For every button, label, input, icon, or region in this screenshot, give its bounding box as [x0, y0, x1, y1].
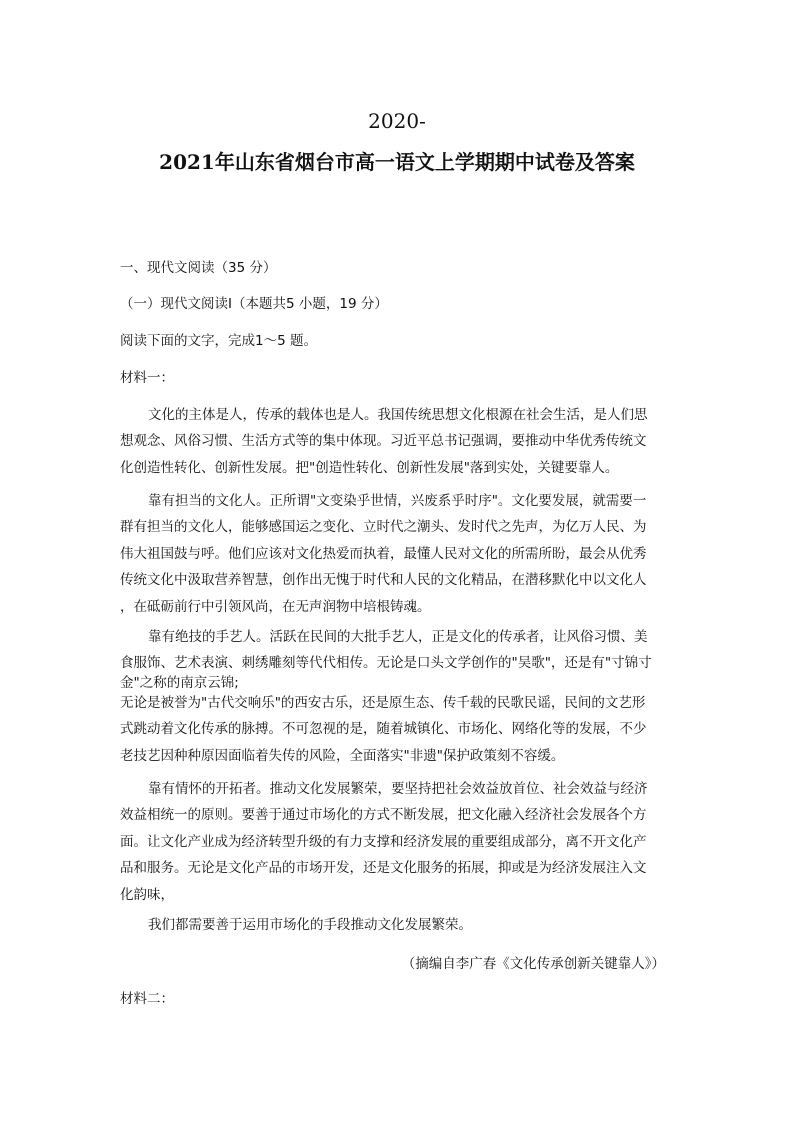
paragraph-line: 我们都需要善于运用市场化的手段推动文化发展繁荣。 [148, 917, 472, 933]
paragraph-line: 化创造性转化、创新性发展。把"创造性转化、创新性发展"落到实处，关键要靠人。 [120, 459, 619, 476]
paragraph-line: 效益相统一的原则。要善于通过市场化的方式不断发展，把文化融入经济社会发展各个方 [120, 807, 647, 824]
paragraph-3a [120, 624, 680, 677]
subsection-heading: （一）现代文阅读Ⅰ（本题共5 小题，19 分） [120, 296, 388, 312]
paragraph-line: 老技艺因种种原因面临着失传的风险，全面落实"非遗"保护政策刻不容缓。 [120, 747, 565, 764]
title-line-2: 2021年山东省烟台市高一语文上学期期中试卷及答案 [159, 150, 635, 174]
paragraph-line: 品和服务。无论是文化产品的市场开发，还是文化服务的拓展，抑或是为经济发展注入文 [120, 860, 647, 877]
paragraph-line: 想观念、风俗习惯、生活方式等的集中体现。习近平总书记强调，要推动中华优秀传统文 [120, 433, 647, 450]
paragraph-line: 面。让文化产业成为经济转型升级的有力支撑和经济发展的重要组成部分，离不开文化产 [120, 833, 647, 850]
paragraph-line: 伟大祖国鼓与呼。他们应该对文化热爱而执着，最懂人民对文化的所需所盼，最会从优秀 [120, 545, 647, 562]
paragraph-line: 靠有绝技的手艺人。活跃在民间的大批手艺人，正是文化的传承者，让风俗习惯、美 [148, 629, 648, 645]
material-one-label: 材料一： [120, 370, 174, 386]
paragraph-line: 靠有情怀的开拓者。推动文化发展繁荣，要坚持把社会效益放首位、社会效益与经济 [148, 781, 648, 797]
paragraph-line: 无论是被誉为"古代交响乐"的西安古乐，还是原生态、传千载的民歌民谣，民间的文艺形 [120, 695, 646, 711]
paragraph-line: 传统文化中汲取营养智慧，创作出无愧于时代和人民的文化精品，在潜移默化中以文化人 [120, 572, 647, 589]
paragraph-3c [120, 690, 680, 769]
material-two-label: 材料二： [120, 991, 174, 1007]
paragraph-line: 化韵味， [120, 886, 174, 903]
paragraph-1 [120, 402, 680, 481]
paragraph-line: 靠有担当的文化人。正所谓"文变染乎世情，兴废系乎时序"。文化要发展，就需要一 [148, 493, 647, 509]
paragraph-5 [120, 912, 680, 938]
section-heading: 一、现代文阅读（35 分） [120, 260, 277, 276]
title-line-1: 2020- [368, 109, 426, 133]
paragraph-4 [120, 776, 680, 908]
paragraph-line: 文化的主体是人，传承的载体也是人。我国传统思想文化根源在社会生活，是人们思 [148, 407, 648, 423]
paragraph-line: 群有担当的文化人，能够感国运之变化、立时代之潮头、发时代之先声，为亿万人民、为 [120, 519, 647, 536]
paragraph-line: 金"之称的南京云锦; [120, 675, 239, 691]
paragraph-line: 式跳动着文化传承的脉搏。不可忽视的是，随着城镇化、市场化、网络化等的发展，不少 [120, 721, 647, 738]
paragraph-line: ，在砥砺前行中引领风尚，在无声润物中培根铸魂。 [120, 598, 431, 615]
instruction: 阅读下面的文字，完成1～5 题。 [120, 333, 317, 349]
paragraph-2 [120, 488, 680, 620]
paragraph-line: 食服饰、艺术表演、刺绣雕刻等代代相传。无论是口头文学创作的"吴歌"，还是有"寸锦寸 [120, 655, 652, 672]
source-citation: （摘编自李广春《文化传承创新关键靠人》） [401, 956, 665, 972]
